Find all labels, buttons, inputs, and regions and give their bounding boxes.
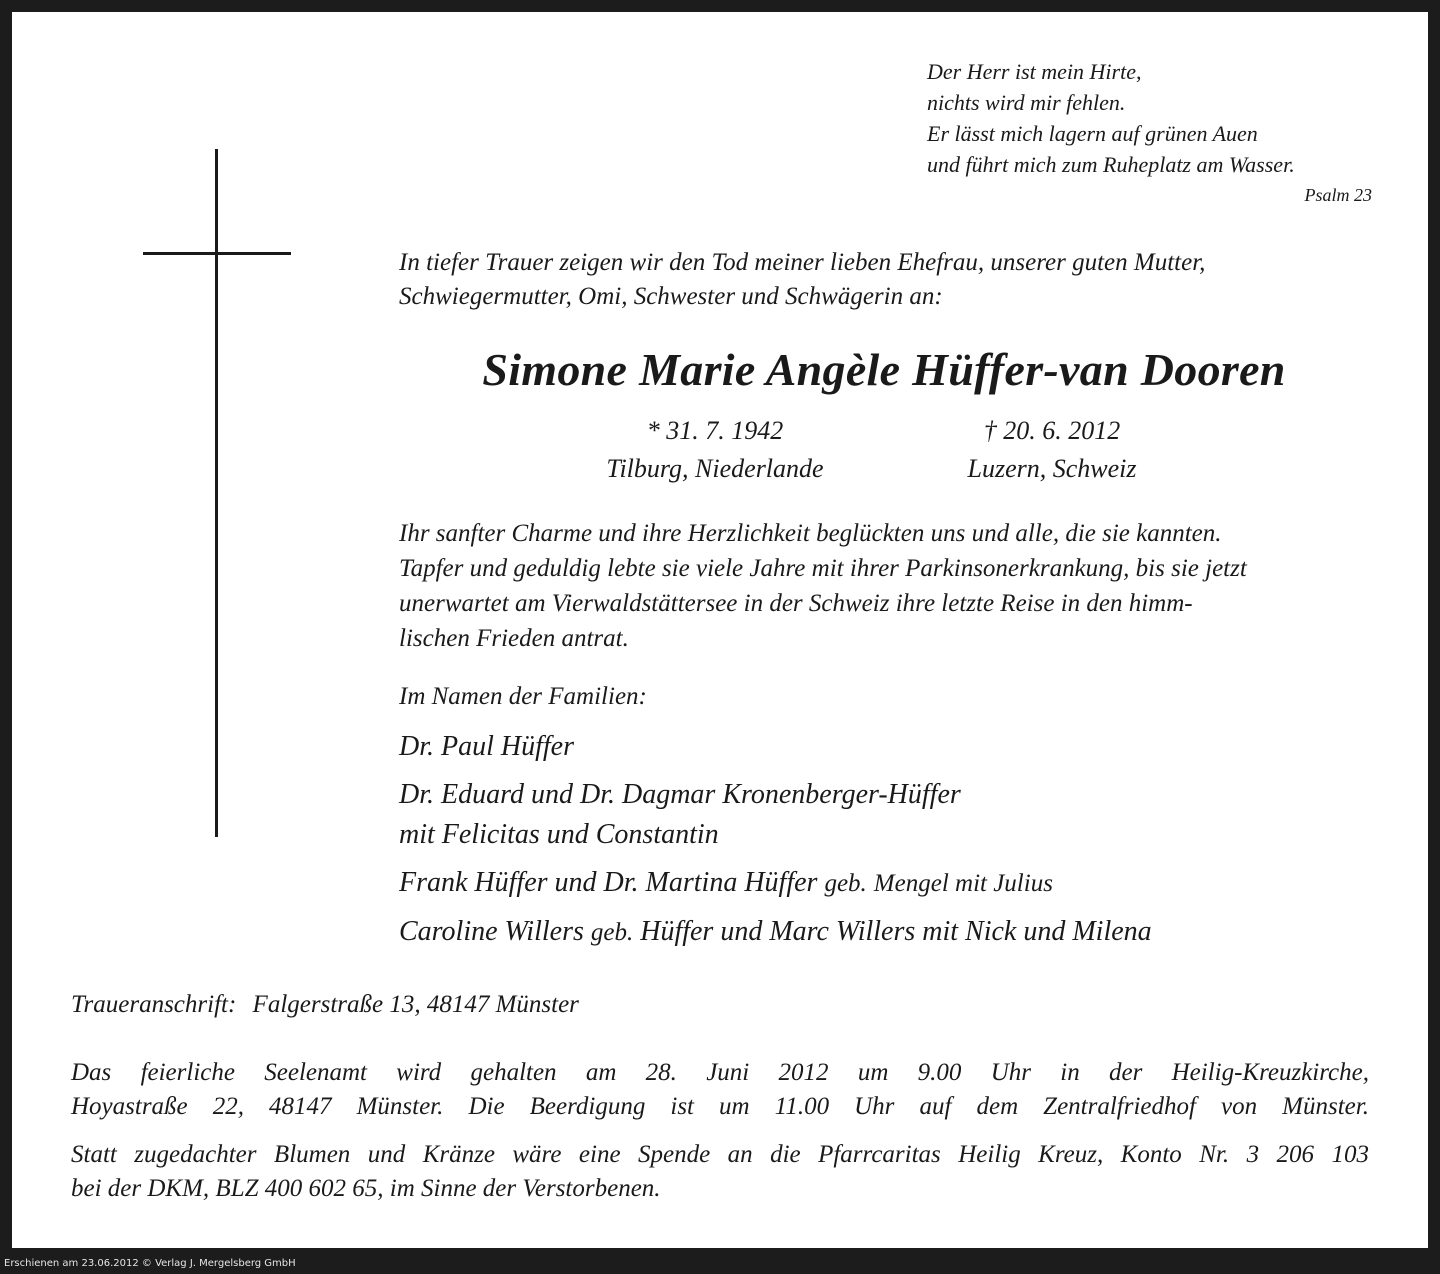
family-member	[399, 912, 1369, 953]
service-line: Das feierliche Seelenamt wird gehalten am 28. Juni 2012 um 9.00 Uhr in der Heilig-Kreuzkirche,	[71, 1059, 1369, 1086]
death-info	[902, 412, 1202, 488]
birth-name-prefix: geb.	[590, 919, 634, 946]
tribute-line: Ihr sanfter Charme und ihre Herzlichkeit beglückten uns und alle, die sie kannten.	[399, 520, 1222, 547]
tribute-line: lischen Frieden antrat.	[399, 625, 629, 652]
psalm-quote	[927, 56, 1372, 208]
tribute-text	[399, 516, 1369, 656]
birth-name-prefix: geb.	[824, 870, 867, 897]
intro-line: Schwiegermutter, Omi, Schwester und Schwägerin an:	[399, 283, 943, 310]
family-member	[399, 863, 1369, 904]
publication-footer: Erschienen am 23.06.2012 © Verlag J. Mergelsberg GmbH	[4, 1258, 296, 1269]
psalm-line: und führt mich zum Ruheplatz am Wasser.	[927, 152, 1295, 177]
donation-info	[71, 1138, 1369, 1206]
death-place: Luzern, Schweiz	[967, 454, 1137, 483]
family-member: Dr. Paul Hüffer	[399, 731, 574, 762]
family-member-name: Caroline Willers	[399, 916, 584, 947]
birth-date: * 31. 7. 1942	[646, 416, 784, 445]
obituary-notice	[12, 12, 1428, 1248]
service-line: Hoyastraße 22, 48147 Münster. Die Beerdigung ist um 11.00 Uhr auf dem Zentralfriedhof von Münster.	[71, 1093, 1369, 1120]
donation-line: bei der DKM, BLZ 400 602 65, im Sinne der Verstorbenen.	[71, 1175, 661, 1202]
cross-horizontal-bar	[143, 252, 291, 255]
address-value: Falgerstraße 13, 48147 Münster	[252, 991, 579, 1018]
service-info	[71, 1056, 1369, 1124]
birth-info	[565, 412, 865, 488]
tribute-line: Tapfer und geduldig lebte sie viele Jahre mit ihrer Parkinsonerkrankung, bis sie jetzt	[399, 555, 1247, 582]
deceased-name: Simone Marie Angèle Hüffer-van Dooren	[482, 344, 1286, 395]
family-member-name: Frank Hüffer und Dr. Martina Hüffer	[399, 867, 818, 898]
birth-place: Tilburg, Niederlande	[606, 454, 824, 483]
family-member-rest: Mengel mit Julius	[873, 870, 1053, 897]
family-member-rest: Hüffer und Marc Willers mit Nick und Milena	[640, 916, 1152, 947]
family-member-line: mit Felicitas und Constantin	[399, 819, 719, 850]
family-heading: Im Namen der Familien:	[399, 683, 647, 710]
psalm-line: nichts wird mir fehlen.	[927, 90, 1126, 115]
psalm-reference: Psalm 23	[1304, 185, 1372, 205]
psalm-line: Er lässt mich lagern auf grünen Auen	[927, 121, 1258, 146]
family-member	[399, 775, 1369, 855]
announcement-intro	[399, 246, 1369, 314]
death-date: † 20. 6. 2012	[983, 416, 1121, 445]
psalm-line: Der Herr ist mein Hirte,	[927, 59, 1142, 84]
family-member-line: Dr. Eduard und Dr. Dagmar Kronenberger-Hüffer	[399, 779, 961, 810]
tribute-line: unerwartet am Vierwaldstättersee in der Schweiz ihre letzte Reise in den himm-	[399, 590, 1193, 617]
family-signatories	[399, 680, 1369, 961]
donation-line: Statt zugedachter Blumen und Kränze wäre eine Spende an die Pfarrcaritas Heilig Kreuz, Konto Nr. 3 206 103	[71, 1141, 1369, 1168]
address-label: Traueranschrift:	[71, 991, 237, 1018]
mourning-address	[71, 988, 1371, 1022]
intro-line: In tiefer Trauer zeigen wir den Tod meiner lieben Ehefrau, unserer guten Mutter,	[399, 249, 1206, 276]
